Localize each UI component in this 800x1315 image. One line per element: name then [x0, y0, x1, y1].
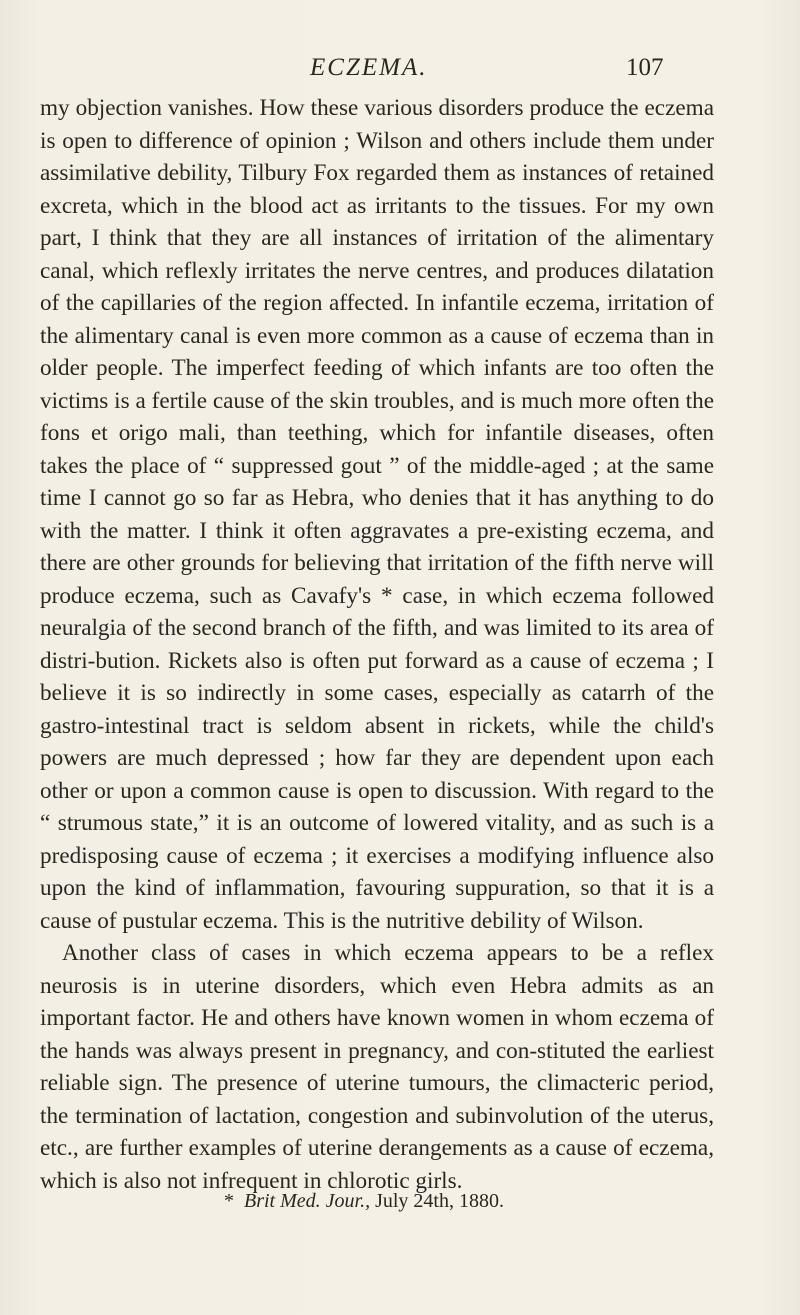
running-head: ECZEMA. [310, 54, 428, 81]
paragraph-2: Another class of cases in which eczema appears to be a reflex neurosis is in uterine disorders, which even Hebra admits as an important factor. He and others have known women in whom eczema of the hands was always present in pregnancy, and con-stituted the earliest reliable sign. The presence of uterine tumours, the climacteric period, the termination of lactation, congestion and subinvolution of the uterus, etc., are further examples of uterine derangements as a cause of eczema, which is also not infrequent in chlorotic girls. [40, 940, 714, 1194]
footnote-source: Brit Med. Jour., [244, 1190, 371, 1212]
page-number: 107 [626, 54, 664, 81]
footnote-marker: * [224, 1190, 234, 1212]
footnote-date: July 24th, 1880. [375, 1190, 504, 1212]
page-header [0, 54, 800, 94]
body-text [40, 92, 714, 1197]
footnote [224, 1188, 504, 1214]
paragraph-1: my objection vanishes. How these various disorders produce the eczema is open to difference of opinion ; Wilson and others include them under assimilative debility, Tilbury Fox regarded them as instances of retained excreta, which in the blood act as irritants to the tissues. For my own part, I think that they are all instances of irritation of the alimentary canal, which reflexly irritates the nerve centres, and produces dilatation of the capillaries of the region affected. In infantile eczema, irritation of the alimentary canal is even more common as a cause of eczema than in older people. The imperfect feeding of which infants are too often the victims is a fertile cause of the skin troubles, and is much more often the fons et origo mali, than teething, which for infantile diseases, often takes the place of “ suppressed gout ” of the middle-aged ; at the same time I cannot go so far as Hebra, who denies that it has anything to do with the matter. I think it often aggravates a pre-existing eczema, and there are other grounds for believing that irritation of the fifth nerve will produce eczema, such as Cavafy's * case, in which eczema followed neuralgia of the second branch of the fifth, and was limited to its area of distri-bution. Rickets also is often put forward as a cause of eczema ; I believe it is so indirectly in some cases, especially as catarrh of the gastro-intestinal tract is seldom absent in rickets, while the child's powers are much depressed ; how far they are dependent upon each other or upon a common cause is open to discussion. With regard to the “ strumous state,” it is an outcome of lowered vitality, and as such is a predisposing cause of eczema ; it exercises a modifying influence also upon the kind of inflammation, favouring suppuration, so that it is a cause of pustular eczema. This is the nutritive debility of Wilson. [40, 95, 714, 934]
